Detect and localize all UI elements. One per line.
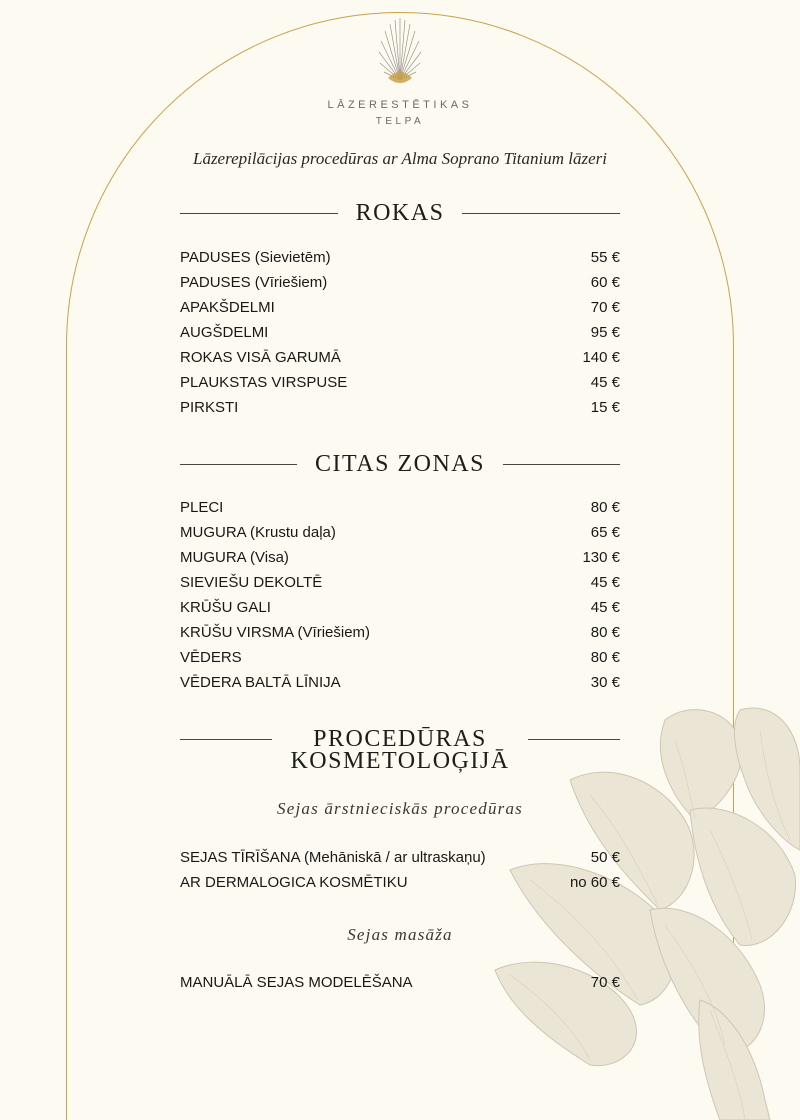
price-list-massage bbox=[180, 970, 620, 995]
heading-rule bbox=[462, 213, 620, 214]
service-label bbox=[180, 374, 347, 391]
service-name: SEJAS TĪRĪŠANA bbox=[180, 849, 300, 866]
service-price: 45 € bbox=[590, 574, 620, 591]
service-label bbox=[180, 849, 486, 866]
service-price: 55 € bbox=[590, 249, 620, 266]
service-label bbox=[180, 324, 268, 341]
service-name: MUGURA bbox=[180, 549, 246, 566]
section-title: ROKAS bbox=[355, 200, 445, 226]
service-price: no 60 € bbox=[569, 874, 620, 891]
price-row bbox=[180, 270, 620, 295]
price-row bbox=[180, 295, 620, 320]
fan-palm-logo-icon bbox=[376, 14, 424, 94]
service-price: 130 € bbox=[582, 549, 620, 566]
price-row bbox=[180, 495, 620, 520]
service-note: (Sievietēm) bbox=[254, 249, 331, 266]
service-label bbox=[180, 599, 271, 616]
service-price: 15 € bbox=[590, 399, 620, 416]
service-label bbox=[180, 549, 289, 566]
service-label bbox=[180, 274, 327, 291]
service-name: VĒDERA BALTĀ LĪNIJA bbox=[180, 674, 341, 691]
price-list-face bbox=[180, 845, 620, 895]
service-price: 80 € bbox=[590, 499, 620, 516]
service-name: PADUSES bbox=[180, 274, 251, 291]
service-price: 45 € bbox=[590, 599, 620, 616]
service-price: 140 € bbox=[582, 349, 620, 366]
price-row bbox=[180, 245, 620, 270]
service-label bbox=[180, 299, 275, 316]
subsection-title-face: Sejas ārstnieciskās procedūras bbox=[277, 799, 523, 818]
price-row bbox=[180, 670, 620, 695]
heading-rule bbox=[503, 464, 620, 465]
service-price: 60 € bbox=[590, 274, 620, 291]
service-label bbox=[180, 574, 322, 591]
price-row bbox=[180, 870, 620, 895]
service-label bbox=[180, 649, 242, 666]
price-row bbox=[180, 545, 620, 570]
service-name: APAKŠDELMI bbox=[180, 299, 275, 316]
service-label bbox=[180, 674, 341, 691]
service-label bbox=[180, 524, 336, 541]
price-row bbox=[180, 645, 620, 670]
service-name: AR DERMALOGICA KOSMĒTIKU bbox=[180, 874, 408, 891]
price-row bbox=[180, 370, 620, 395]
brand-name: LĀZERESTĒTIKAS bbox=[327, 99, 473, 111]
service-name: PLAUKSTAS VIRSPUSE bbox=[180, 374, 348, 391]
price-list-rokas bbox=[180, 245, 620, 420]
service-name: PADUSES bbox=[180, 249, 251, 266]
heading-rule bbox=[180, 464, 297, 465]
section-title: CITAS ZONAS bbox=[315, 451, 485, 477]
service-name: PIRKSTI bbox=[180, 399, 239, 416]
service-note: (Visa) bbox=[250, 549, 289, 566]
service-label bbox=[180, 974, 413, 991]
service-name: KRŪŠU VIRSMA bbox=[180, 624, 294, 641]
service-name: MANUĀLĀ SEJAS MODELĒŠANA bbox=[180, 974, 413, 991]
heading-rule bbox=[180, 739, 272, 740]
service-label bbox=[180, 249, 331, 266]
service-label bbox=[180, 349, 341, 366]
price-row bbox=[180, 595, 620, 620]
service-name: KRŪŠU GALI bbox=[180, 599, 271, 616]
service-label bbox=[180, 499, 223, 516]
brand-subname: TELPA bbox=[375, 116, 425, 127]
service-note: (Mehāniskā / ar ultraskaņu) bbox=[303, 849, 486, 866]
service-note: (Vīriešiem) bbox=[297, 624, 371, 641]
service-name: SIEVIEŠU DEKOLTĒ bbox=[180, 574, 323, 591]
price-row bbox=[180, 620, 620, 645]
service-price: 95 € bbox=[590, 324, 620, 341]
service-price: 70 € bbox=[590, 974, 620, 991]
service-price: 50 € bbox=[590, 849, 620, 866]
section-title-line1: PROCEDŪRAS bbox=[313, 726, 487, 752]
price-row bbox=[180, 845, 620, 870]
service-label bbox=[180, 874, 408, 891]
service-label bbox=[180, 399, 238, 416]
service-name: MUGURA bbox=[180, 524, 246, 541]
page-subtitle: Lāzerepilācijas procedūras ar Alma Soprano Titanium lāzeri bbox=[192, 149, 607, 168]
heading-rule bbox=[180, 213, 338, 214]
service-note: (Vīriešiem) bbox=[254, 274, 328, 291]
service-price: 45 € bbox=[590, 374, 620, 391]
service-price: 30 € bbox=[590, 674, 620, 691]
service-name: PLECI bbox=[180, 499, 224, 516]
service-note: (Krustu daļa) bbox=[250, 524, 336, 541]
service-price: 70 € bbox=[590, 299, 620, 316]
section-heading-rokas bbox=[180, 202, 620, 224]
section-title-line2: KOSMETOLOĢIJĀ bbox=[290, 748, 510, 774]
price-row bbox=[180, 570, 620, 595]
price-row bbox=[180, 395, 620, 420]
service-name: ROKAS VISĀ GARUMĀ bbox=[180, 349, 341, 366]
subsection-title-massage: Sejas masāža bbox=[347, 925, 453, 944]
service-label bbox=[180, 624, 370, 641]
section-heading-citas-zonas bbox=[180, 453, 620, 475]
service-name: VĒDERS bbox=[180, 649, 242, 666]
price-row bbox=[180, 345, 620, 370]
service-name: AUGŠDELMI bbox=[180, 324, 269, 341]
price-row bbox=[180, 970, 620, 995]
service-price: 65 € bbox=[590, 524, 620, 541]
price-row bbox=[180, 320, 620, 345]
section-title bbox=[272, 728, 527, 772]
heading-rule bbox=[528, 739, 620, 740]
section-heading-kosmetologija bbox=[180, 728, 620, 772]
service-price: 80 € bbox=[590, 649, 620, 666]
price-list-citas-zonas bbox=[180, 495, 620, 695]
price-row bbox=[180, 520, 620, 545]
service-price: 80 € bbox=[590, 624, 620, 641]
